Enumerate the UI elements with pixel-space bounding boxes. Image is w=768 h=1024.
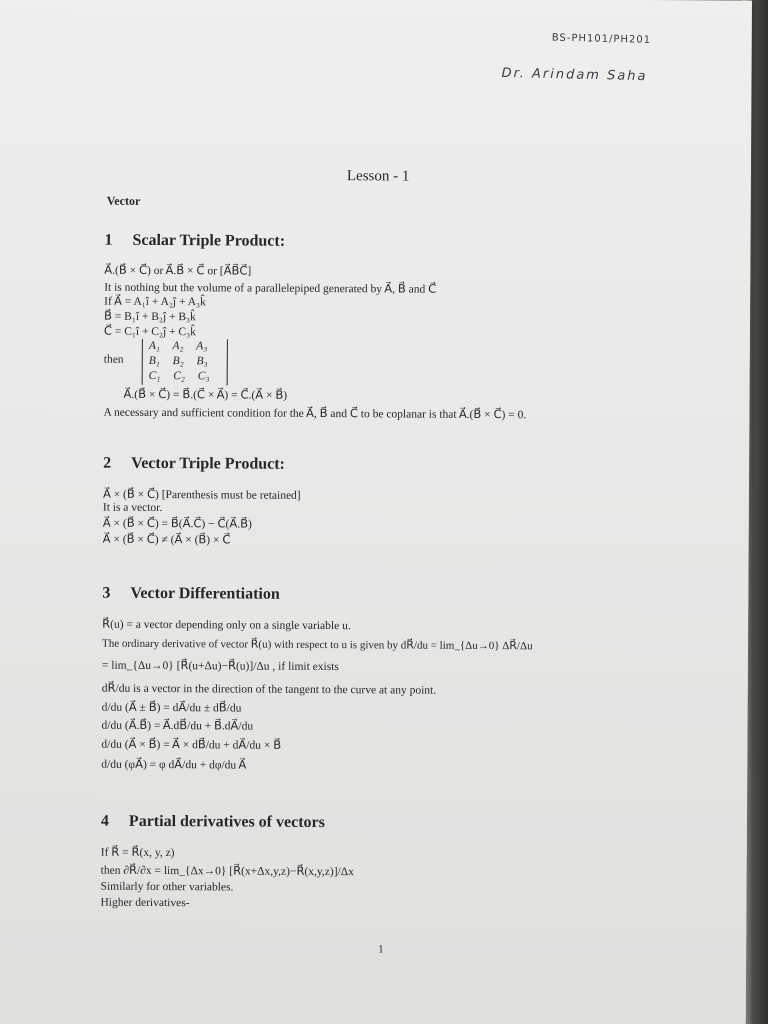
matrix-row: B₁ B₂ B₃ [148,354,208,368]
author-handwritten: Dr. Arindam Saha [501,65,648,85]
s1-identity: A⃗.(B⃗ × C⃗) = B⃗.(C⃗ × A⃗) = C⃗.(A⃗ × B⃗) [123,388,288,402]
s1-line-5: C⃗ = C₁î + C₂ĵ + C₃k̂ [103,325,196,339]
s2-line-4: A⃗ × (B⃗ × C⃗) ≠ (A⃗ × (B⃗) × C⃗ [102,533,231,547]
s3-line-7: d/du (A⃗ × B⃗) = A⃗ × dB⃗/du + dA⃗/du × B⃗ [101,738,282,752]
s3-line-1: R⃗(u) = a vector depending only on a single variable u. [102,618,351,633]
section-1-heading [104,232,285,251]
matrix-row: A₁ A₂ A₃ [148,339,208,353]
s3-line-4: dR⃗/du is a vector in the direction of the tangent to the curve at any point. [101,682,437,697]
section-4-heading [101,813,325,832]
s3-line-6: d/du (A⃗.B⃗) = A⃗.dB⃗/du + B⃗.dA⃗/du [101,719,254,733]
s4-line-4: Higher derivatives- [100,896,190,910]
s2-line-3: A⃗ × (B⃗ × C⃗) = B⃗(A⃗.C⃗) − C⃗(A⃗.B⃗) [102,517,252,531]
section-number: 1 [104,231,113,249]
s1-line-1: A⃗.(B⃗ × C⃗) or A⃗.B⃗ × C⃗ or [A⃗B⃗C⃗] [104,264,252,278]
s4-line-3: Similarly for other variables. [100,880,234,894]
section-number: 4 [100,812,110,830]
topic-label: Vector [106,193,141,208]
section-3-heading [102,585,280,604]
section-title: Partial derivatives of vectors [128,812,325,832]
section-2-heading [103,455,285,474]
section-number: 2 [103,454,112,472]
s1-line-2: It is nothing but the volume of a parallelepiped generated by A⃗, B⃗ and C⃗ [104,281,437,296]
s4-line-1: If R⃗ = R⃗(x, y, z) [100,846,175,860]
s3-line-5: d/du (A⃗ ± B⃗) = dA⃗/du ± dB⃗/du [101,701,242,715]
determinant-matrix [142,339,228,386]
s4-line-2: then ∂R⃗/∂x = lim_{Δx→0} [R⃗(x+Δx,y,z)−R⃗(x,y,z)]/Δx [100,864,354,879]
section-number: 3 [102,584,111,602]
page-number: 1 [378,943,384,956]
section-title: Scalar Triple Product: [132,231,286,250]
s3-line-2: The ordinary derivative of vector R⃗(u) with respect to u is given by dR⃗/du = lim_{Δu→0} ΔR⃗/Δu [102,637,533,653]
lesson-title: Lesson - 1 [346,168,410,185]
s3-line-8: d/du (φA⃗) = φ dA⃗/du + dφ/du A⃗ [101,758,247,772]
s1-line-3: If A⃗ = A₁î + A₂ĵ + A₃k̂ [104,295,206,309]
matrix-row: C₁ C₂ C₃ [148,369,210,383]
s1-line-4: B⃗ = B₁î + B₂ĵ + B₃k̂ [104,310,196,324]
s2-line-1: A⃗ × (B⃗ × C⃗) [Parenthesis must be retained] [102,488,301,502]
section-title: Vector Triple Product: [131,454,285,473]
s3-line-3: = lim_{Δu→0} [R⃗(u+Δu)−R⃗(u)]/Δu , if limit exists [101,659,339,674]
s2-line-2: It is a vector. [102,501,163,515]
s1-coplanar-condition: A necessary and sufficient condition for the A⃗, B⃗ and C⃗ to be coplanar is that A⃗.(B⃗ × C⃗) = 0. [103,406,527,422]
section-title: Vector Differentiation [130,584,280,603]
then-label: then [103,353,124,366]
course-code-handwritten: BS-PH101/PH201 [551,32,652,46]
